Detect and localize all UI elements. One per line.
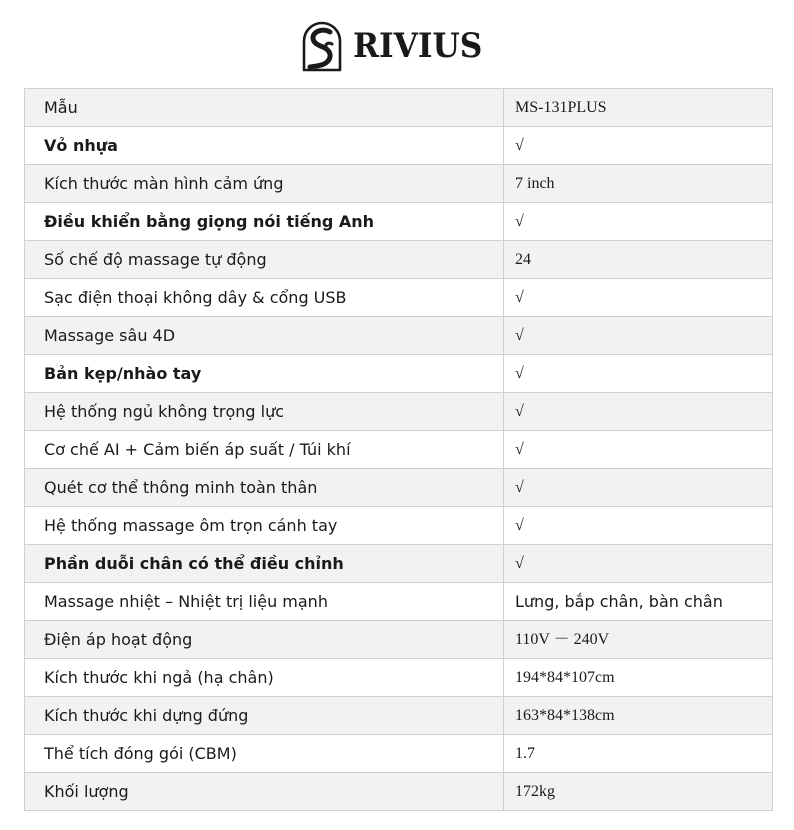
spec-label: Khối lượng	[25, 773, 504, 811]
spec-row	[25, 431, 773, 469]
spec-value: 7 inch	[504, 165, 773, 203]
spec-check-mark: √	[504, 203, 773, 241]
spec-label: Hệ thống massage ôm trọn cánh tay	[25, 507, 504, 545]
spec-value: 1.7	[504, 735, 773, 773]
spec-check-mark: √	[504, 431, 773, 469]
spec-row	[25, 241, 773, 279]
spec-row	[25, 127, 773, 165]
spec-row	[25, 317, 773, 355]
spec-check-mark: √	[504, 317, 773, 355]
spec-label: Điều khiển bằng giọng nói tiếng Anh	[25, 203, 504, 241]
spec-row	[25, 507, 773, 545]
spec-label: Massage nhiệt – Nhiệt trị liệu mạnh	[25, 583, 504, 621]
spec-check-mark: √	[504, 393, 773, 431]
spec-value: 172kg	[504, 773, 773, 811]
spec-row	[25, 735, 773, 773]
spec-row	[25, 697, 773, 735]
spec-row	[25, 165, 773, 203]
spec-row	[25, 355, 773, 393]
spec-value: 163*84*138cm	[504, 697, 773, 735]
spec-label: Kích thước khi dựng đứng	[25, 697, 504, 735]
spec-check-mark: √	[504, 127, 773, 165]
spec-value: Lưng, bắp chân, bàn chân	[504, 583, 773, 621]
spec-label: Kích thước khi ngả (hạ chân)	[25, 659, 504, 697]
spec-table	[24, 88, 773, 811]
spec-label: Sạc điện thoại không dây & cổng USB	[25, 279, 504, 317]
spec-row	[25, 89, 773, 127]
spec-row	[25, 659, 773, 697]
spec-value: 194*84*107cm	[504, 659, 773, 697]
spec-label: Vỏ nhựa	[25, 127, 504, 165]
spec-label: Bản kẹp/nhào tay	[25, 355, 504, 393]
spec-row	[25, 469, 773, 507]
spec-row	[25, 621, 773, 659]
spec-row	[25, 773, 773, 811]
spec-check-mark: √	[504, 355, 773, 393]
spec-value: 110V － 240V	[504, 621, 773, 659]
spec-label: Số chế độ massage tự động	[25, 241, 504, 279]
spec-label: Hệ thống ngủ không trọng lực	[25, 393, 504, 431]
spec-label: Mẫu	[25, 89, 504, 127]
spec-label: Phần duỗi chân có thể điều chỉnh	[25, 545, 504, 583]
spec-label: Kích thước màn hình cảm ứng	[25, 165, 504, 203]
spec-label: Điện áp hoạt động	[25, 621, 504, 659]
spec-check-mark: √	[504, 469, 773, 507]
spec-table-body	[25, 89, 773, 811]
spec-label: Massage sâu 4D	[25, 317, 504, 355]
spec-check-mark: √	[504, 545, 773, 583]
spec-label: Cơ chế AI + Cảm biến áp suất / Túi khí	[25, 431, 504, 469]
spec-row	[25, 583, 773, 621]
logo-emblem-icon	[301, 20, 343, 72]
spec-label: Quét cơ thể thông minh toàn thân	[25, 469, 504, 507]
spec-value: MS-131PLUS	[504, 89, 773, 127]
spec-row	[25, 203, 773, 241]
brand-logo	[0, 18, 794, 74]
spec-label: Thể tích đóng gói (CBM)	[25, 735, 504, 773]
spec-check-mark: √	[504, 507, 773, 545]
spec-row	[25, 545, 773, 583]
spec-row	[25, 279, 773, 317]
brand-wordmark: RIVIUS	[352, 26, 483, 66]
logo-group	[301, 20, 494, 72]
spec-value: 24	[504, 241, 773, 279]
spec-row	[25, 393, 773, 431]
spec-check-mark: √	[504, 279, 773, 317]
